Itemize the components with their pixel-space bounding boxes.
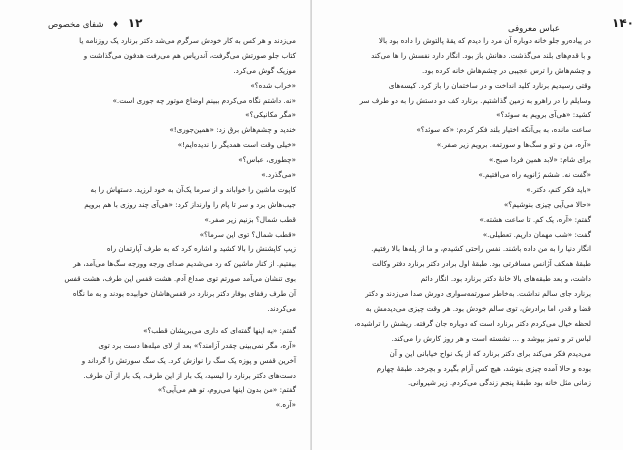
text-line: کتاب جلو صورتش می‌گرفت، آندریاس هم می‌رفت هدفون می‌گذاشت و (83, 50, 296, 60)
text-line: کاپوت ماشین را خواباند و از سرما یک‌آن به خود لرزید. دستهاش را به (90, 184, 296, 194)
text-line: در پیاده‌رو جلو خانه دوباره آن مرد را دیدم که یقهٔ پالتوش را داده بود بالا (378, 36, 591, 45)
text-line: گفتم: «به اینها گفته‌ای که داری می‌بریشان قطب؟» (143, 325, 296, 335)
text-line: «قطب شمال؟ توی این سرما؟» (199, 229, 296, 239)
text-line: وسایلم را در راهرو به زمین گذاشتیم. برنارد کف دو دستش را به دو طرف سر (359, 95, 591, 105)
text-line: «می‌گذرد.» (261, 170, 296, 180)
text-line (44, 317, 296, 324)
left-running-title: شفای مخصوص (48, 20, 104, 30)
text-line: می‌کردند. (267, 304, 296, 314)
text-line: «باید فکر کنم، دکتر.» (526, 184, 591, 194)
right-page (312, 0, 634, 450)
text-line: می‌زدند و هر کس به کار خودش سرگرم می‌شد دکتر برنارد یک روزنامه یا (79, 36, 296, 45)
right-page-header (612, 12, 634, 31)
left-page (0, 0, 311, 450)
text-line: لباس تر و تمیز بپوشد و ... نشسته است و هر روز کارش را می‌کند. (391, 333, 591, 343)
text-line: و چشم‌هاش را ترس عجیبی در چشم‌هاش خانه کرده بود. (422, 65, 591, 75)
left-page-body (44, 34, 296, 413)
text-line: داشت، و بعد طبقه‌های بالا خانهٔ دکتر برنارد بود. انگار دائم (420, 274, 591, 284)
text-line: «آره.» (275, 400, 296, 410)
text-line: «آره، من و تو و سگ‌ها و سورتمه. برویم زیر صفر.» (436, 140, 591, 150)
text-line: خندید و چشم‌هاش برق زد: «همین‌جوری!» (169, 125, 296, 135)
text-line: وقتی رسیدیم برنارد کلید انداخت و در ساختمان را باز کرد. کیسه‌های (388, 80, 591, 90)
left-page-header (48, 12, 142, 31)
text-line: زمانی مثل خانه بود طبقهٔ پنجم زندگی می‌کردم. زیر شیروانی. (407, 378, 591, 388)
text-line: جیب‌هاش برد و سر تا پام را وارنداز کرد: «هی‌آی چند روزی با هم برویم (84, 199, 296, 209)
text-line: «گفت نه. ششم ژانویه راه می‌افتیم.» (478, 170, 591, 180)
text-line: «چطوری، عباس؟» (238, 155, 296, 165)
text-line: «نه. داشتم نگاه می‌کردم ببینم اوضاع موتور چه جوری است.» (112, 95, 296, 105)
text-line: کشید: «هی‌آی برویم به سوئد؟» (496, 110, 591, 120)
text-line: «مگر مکانیکی؟» (245, 110, 296, 120)
text-line: گفتم: «من بدون اینها می‌روم، تو هم می‌آیی؟» (157, 385, 296, 395)
text-line: قضا و قدر، اما برادرش، توی سالم خودش بود. هر وقت چیزی می‌دیدمش به (365, 304, 591, 314)
right-running-title: عباس معروفی (508, 24, 560, 34)
text-line: می‌دیدم فکر می‌کند برای دکتر برنارد که از یک نواح خیابانی این و آن (389, 348, 591, 358)
text-line: آن طرف رفقای بوفار دکتر برنارد در قفس‌هاشان خوابیده بودند و به ما نگاه (72, 289, 296, 299)
text-line: «خیلی وقت است همدیگر را ندیده‌ایم!» (177, 140, 296, 150)
text-line: زیپ کاپشنش را بالا کشید و اشاره کرد که به طرف آپارتمان راه (106, 244, 296, 254)
text-line: موزیک گوش می‌کرد. (233, 65, 296, 75)
text-line: بوی تنشان می‌آمد صورتم توی صداع آدم. هشت قفس این طرف، هشت قفس (64, 274, 296, 284)
text-line: گفت: «شب مهمان داریم. تعطیلی.» (482, 229, 591, 239)
text-line: بوده و حالا آمده چیزی بنوشد، هیچ کس آرام بگیرد و بچرخد. طبقهٔ چهارم (376, 363, 591, 373)
text-line: «آره، مگر نمی‌بینی چقدر آزامند؟» بعد از لای میله‌ها دست برد توی (98, 340, 296, 350)
text-line: ساعت مانده، به بی‌آنکه اختیار بلند فکر کردم: «که سوئد؟» (416, 125, 591, 135)
left-page-number: ۱۲ (127, 16, 143, 30)
text-line: برنارد جای سالم نداشت. به‌خاطر سورتمه‌سواری دورش صدا می‌زدند و دکتر (365, 289, 591, 299)
text-line: طبقهٔ همکف آژانس مسافرتی بود. طبقهٔ اول برادر دکتر برنارد دفتر وکالت (372, 259, 591, 269)
text-line: دست‌های دکتر برنارد را لیسید، یک بار از این طرف، یک بار از آن طرف. (83, 370, 296, 380)
text-line: آخرین قفس و پوزه یک سگ را نوازش کرد. یک سگ سورتش را گرداند و (81, 355, 296, 365)
text-line: و با قدم‌های بلند می‌گذشت. دهانش باز بود. انگار دارد نفسش را ها می‌کند (371, 50, 591, 60)
header-ornament: ♦ (112, 20, 120, 29)
text-line: بیفتیم. از کنار ماشین که رد می‌شدیم صدای ورجه وورجه سگ‌ها می‌آمد، هر (73, 259, 296, 269)
right-page-number: ۱۴۰ (612, 16, 634, 30)
text-line: «خراب شده؟» (250, 80, 296, 90)
right-running-title-wrap (508, 16, 560, 35)
text-line: برای شام: «لابد همین فردا صبح.» (488, 155, 591, 165)
text-line: گفتم: «آره، یک کم. تا ساعت هشته.» (479, 214, 591, 224)
text-line: قطب شمال؟ بزنیم زیر صفر.» (204, 214, 296, 224)
right-page-body (335, 34, 591, 391)
text-line: انگار دنیا را به من داده باشند. نفس راحتی کشیدم، و ما از پله‌ها بالا رفتیم. (371, 244, 591, 254)
text-line: لحظه خیال می‌کردم دکتر برنارد است که دوباره جان گرفته. ریشش را تراشیده، (354, 318, 591, 328)
text-line: «حالا می‌آیی چیزی بنوشیم؟» (503, 199, 591, 209)
